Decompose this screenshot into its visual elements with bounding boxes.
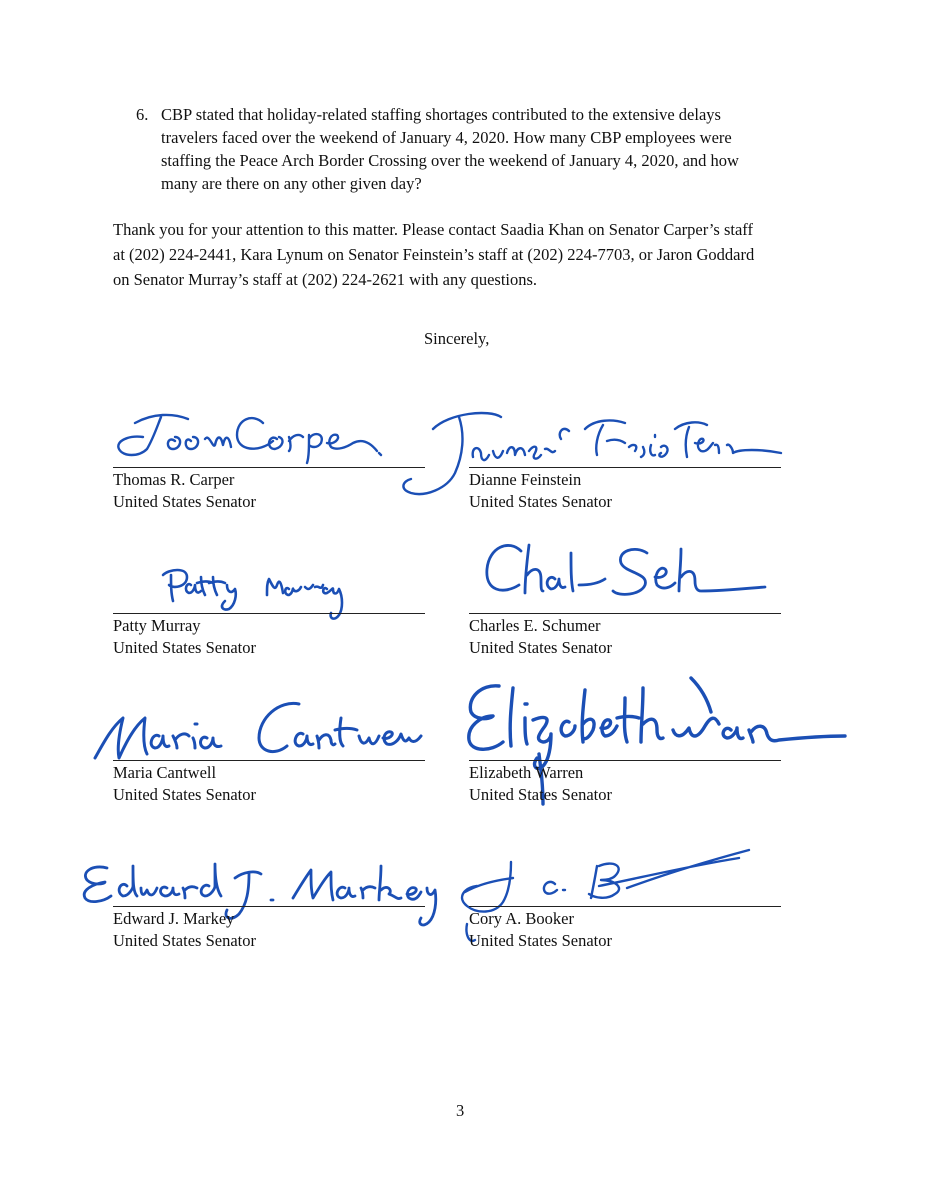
closing-line: on Senator Murray’s staff at (202) 224-2621 with any questions. (113, 270, 538, 289)
signatory-name: Patty Murray (113, 616, 201, 635)
signature-block-murray (113, 551, 433, 661)
signature-image-carper (113, 405, 393, 465)
signature-block-schumer (469, 551, 789, 661)
signatory-title: United States Senator (113, 492, 256, 511)
signatory-name: Cory A. Booker (469, 909, 574, 928)
question-line: CBP stated that holiday-related staffing shortages contributed to the extensive delays (161, 105, 721, 124)
signatory-name: Dianne Feinstein (469, 470, 582, 489)
question-number: 6. (136, 105, 149, 124)
signatory-title: United States Senator (469, 931, 612, 950)
signatory-title: United States Senator (113, 931, 256, 950)
question-text (161, 103, 841, 195)
signature-image-schumer (479, 533, 769, 613)
signatory-title: United States Senator (469, 638, 612, 657)
signatory-name: Charles E. Schumer (469, 616, 601, 635)
signatory-title: United States Senator (113, 638, 256, 657)
signatory-title: United States Senator (469, 785, 612, 804)
page-number: 3 (456, 1101, 465, 1120)
signatory-title: United States Senator (469, 492, 612, 511)
signature-block-booker (469, 844, 789, 954)
signature-block-cantwell (113, 698, 433, 808)
question-line: many are there on any other given day? (161, 174, 422, 193)
signatory-name: Maria Cantwell (113, 763, 217, 782)
signature-block-carper (113, 405, 433, 515)
sign-off: Sincerely, (424, 329, 490, 348)
question-line: travelers faced over the weekend of January 4, 2020. How many CBP employees were (161, 128, 732, 147)
question-line: staffing the Peace Arch Border Crossing over the weekend of January 4, 2020, and how (161, 151, 739, 170)
signature-block-markey (113, 844, 433, 954)
closing-line: at (202) 224-2441, Kara Lynum on Senator Feinstein’s staff at (202) 224-7703, or Jaron Goddard (113, 245, 755, 264)
signatory-name: Edward J. Markey (113, 909, 235, 928)
signatory-title: United States Senator (113, 785, 256, 804)
signatory-name: Thomas R. Carper (113, 470, 235, 489)
signature-image-cantwell (89, 688, 439, 768)
signatory-name: Elizabeth Warren (469, 763, 584, 782)
signature-block-feinstein (469, 405, 789, 515)
signature-block-warren (469, 698, 789, 808)
closing-line: Thank you for your attention to this matter. Please contact Saadia Khan on Senator Carper’s staff (113, 220, 753, 239)
closing-paragraph (113, 217, 833, 292)
